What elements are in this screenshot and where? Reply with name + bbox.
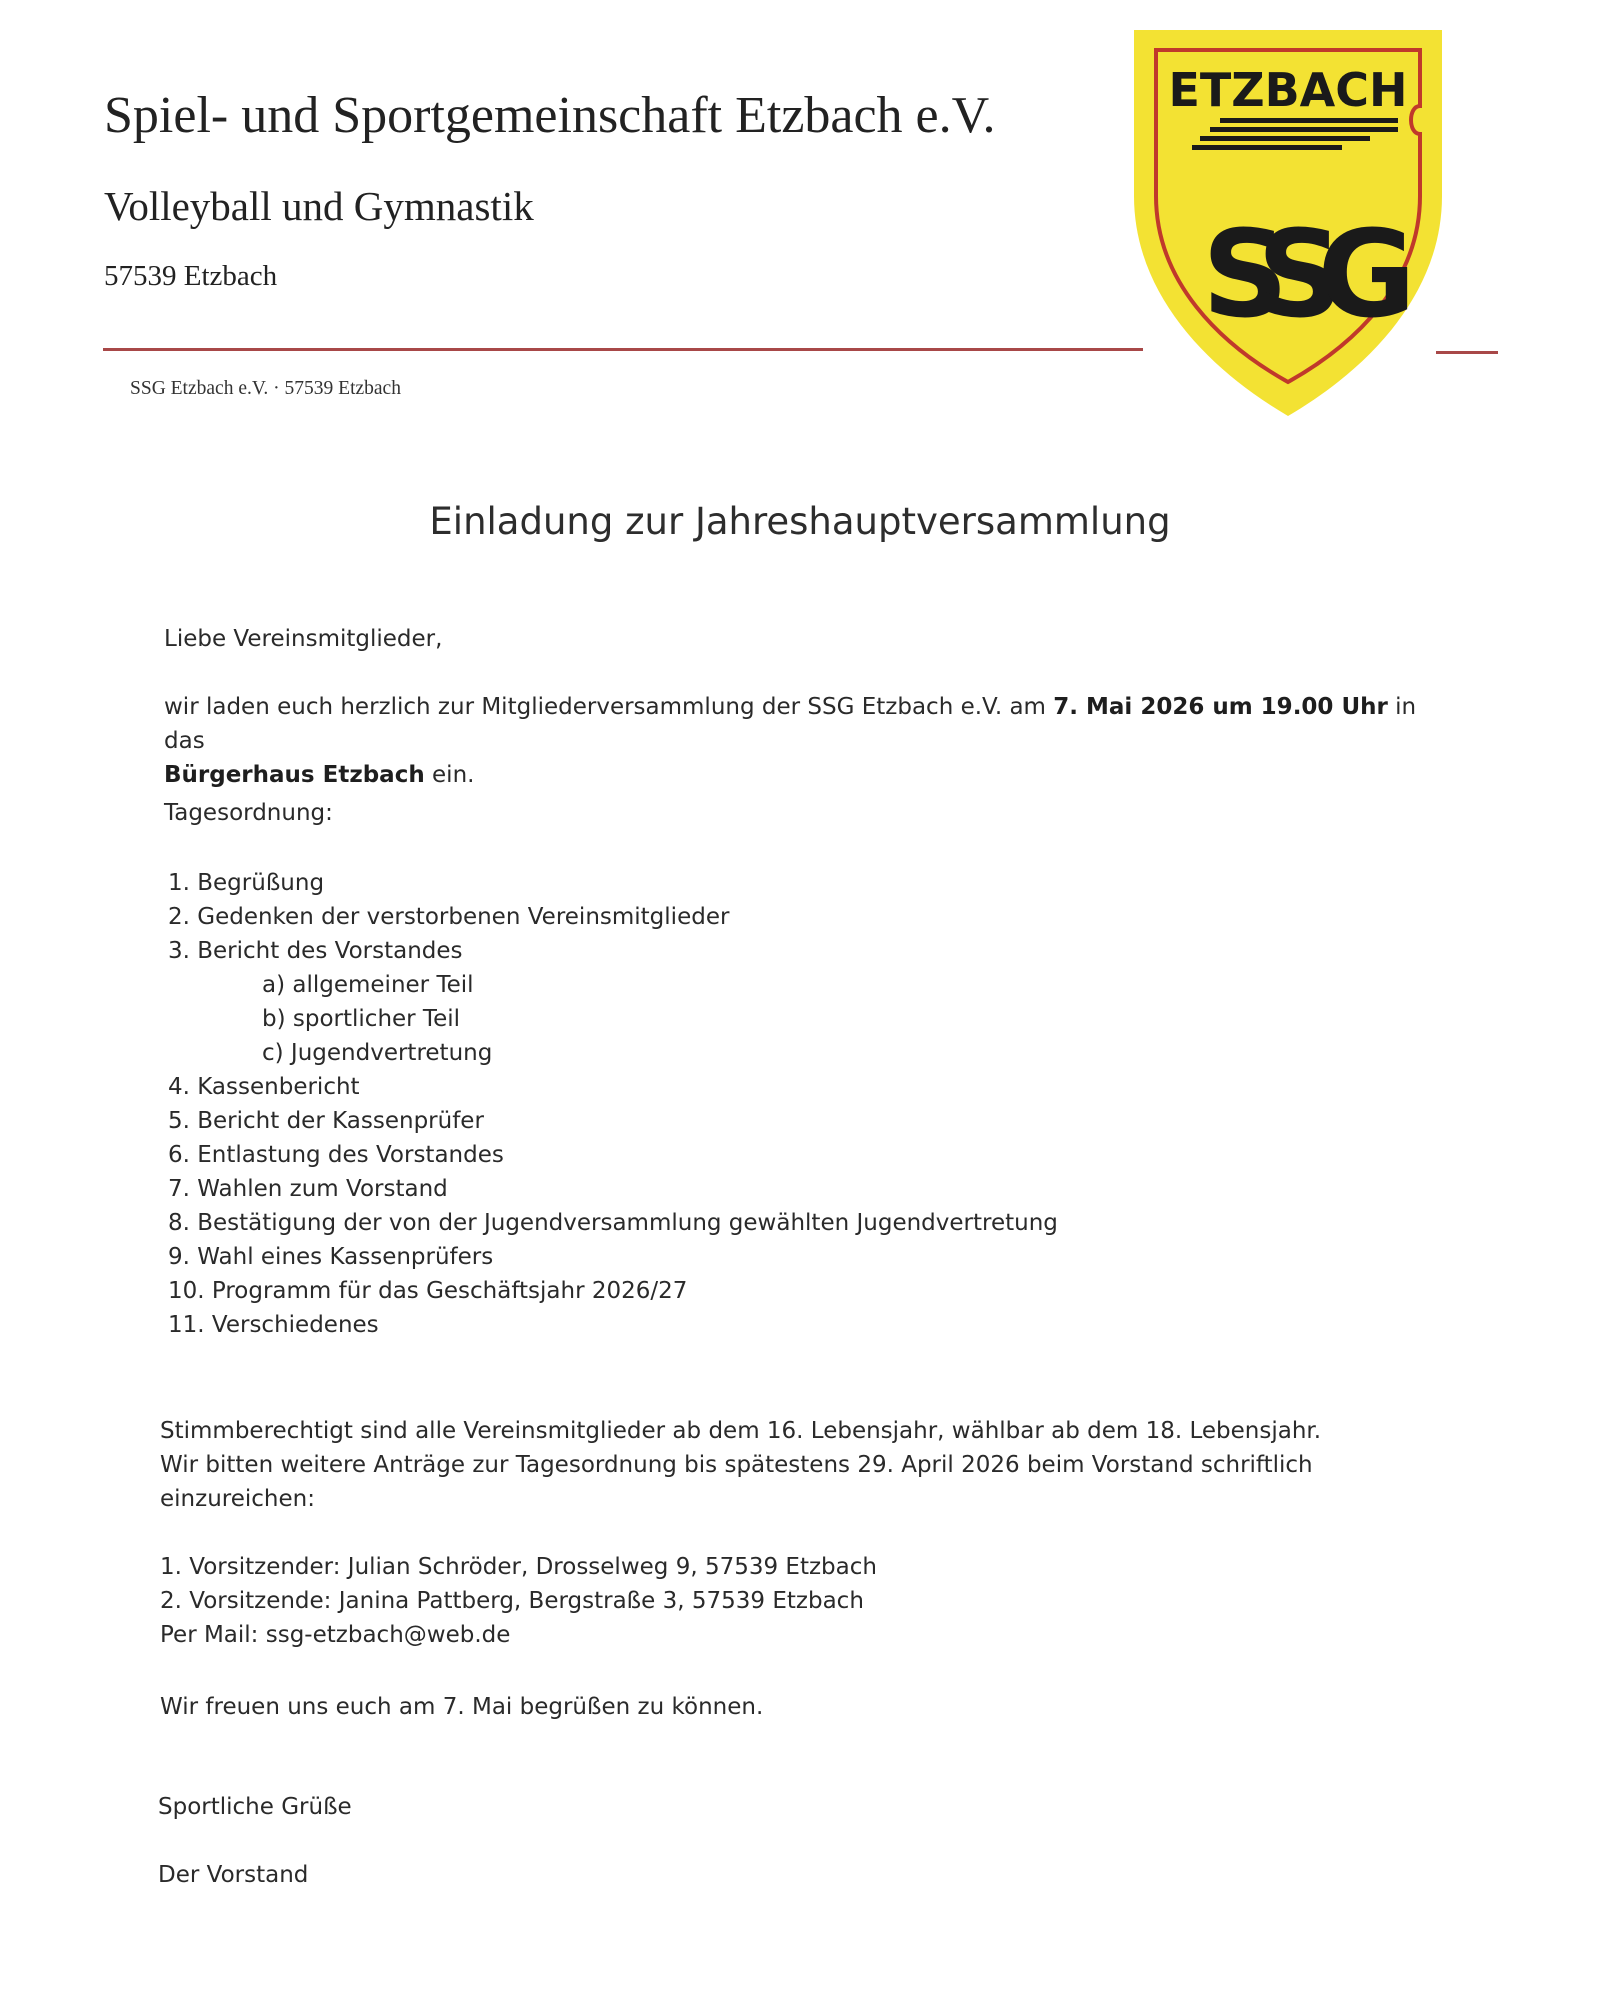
agenda-item: 10. Programm für das Geschäftsjahr 2026/27 — [168, 1278, 688, 1304]
intro-date-time: 7. Mai 2026 um 19.00 Uhr — [1053, 694, 1388, 720]
club-name: Spiel- und Sportgemeinschaft Etzbach e.V. — [104, 87, 996, 144]
agenda-label: Tagesordnung: — [164, 800, 333, 826]
intro-text-3: ein. — [424, 762, 475, 788]
signature: Der Vorstand — [158, 1862, 309, 1888]
agenda-item: 11. Verschiedenes — [168, 1312, 379, 1338]
club-logo — [1130, 26, 1446, 420]
intro-paragraph — [164, 690, 1444, 792]
contact-block — [160, 1550, 877, 1652]
agenda-item: 9. Wahl eines Kassenprüfers — [168, 1244, 494, 1270]
second-chair-contact: 2. Vorsitzende: Janina Pattberg, Bergstraße 3, 57539 Etzbach — [160, 1588, 864, 1614]
greeting: Liebe Vereinsmitglieder, — [164, 626, 443, 652]
agenda-item: 6. Entlastung des Vorstandes — [168, 1142, 504, 1168]
agenda-list — [168, 866, 1058, 1342]
email-contact: Per Mail: ssg-etzbach@web.de — [160, 1622, 511, 1648]
agenda-item: 3. Bericht des Vorstandes — [168, 938, 463, 964]
agenda-subitem: c) Jugendvertretung — [262, 1040, 493, 1066]
agenda-item: 1. Begrüßung — [168, 870, 325, 896]
motions-deadline-line-end: einzureichen: — [160, 1486, 315, 1512]
voting-info — [160, 1414, 1321, 1516]
intro-text-2: in das — [164, 694, 1417, 754]
voting-rights-line: Stimmberechtigt sind alle Vereinsmitglieder ab dem 16. Lebensjahr, wählbar ab dem 18. Lebensjahr. — [160, 1418, 1322, 1444]
document-title: Einladung zur Jahreshauptversammlung — [429, 500, 1171, 543]
agenda-item: 4. Kassenbericht — [168, 1074, 360, 1100]
agenda-item: 5. Bericht der Kassenprüfer — [168, 1108, 484, 1134]
return-address: SSG Etzbach e.V. · 57539 Etzbach — [130, 378, 401, 399]
closing-regards: Sportliche Grüße — [158, 1794, 352, 1820]
agenda-subitem: b) sportlicher Teil — [262, 1006, 461, 1032]
welcome-line: Wir freuen uns euch am 7. Mai begrüßen zu können. — [160, 1694, 764, 1720]
header-divider — [103, 348, 1143, 351]
agenda-subitem: a) allgemeiner Teil — [262, 972, 474, 998]
logo-monogram: SSG — [1202, 206, 1390, 345]
department-name: Volleyball und Gymnastik — [104, 183, 534, 229]
motions-deadline-line: Wir bitten weitere Anträge zur Tagesordnung bis spätestens 29. April 2026 beim Vorstand schriftlich — [160, 1452, 1313, 1478]
intro-text-1: wir laden euch herzlich zur Mitgliederversammlung der SSG Etzbach e.V. am — [164, 694, 1054, 720]
first-chair-contact: 1. Vorsitzender: Julian Schröder, Drosselweg 9, 57539 Etzbach — [160, 1554, 877, 1580]
logo-top-text: ETZBACH — [1168, 63, 1408, 117]
agenda-item: 7. Wahlen zum Vorstand — [168, 1176, 448, 1202]
intro-venue: Bürgerhaus Etzbach — [164, 762, 425, 788]
agenda-item: 8. Bestätigung der von der Jugendversammlung gewählten Jugendvertretung — [168, 1210, 1058, 1236]
club-city: 57539 Etzbach — [104, 260, 278, 292]
agenda-item: 2. Gedenken der verstorbenen Vereinsmitglieder — [168, 904, 730, 930]
